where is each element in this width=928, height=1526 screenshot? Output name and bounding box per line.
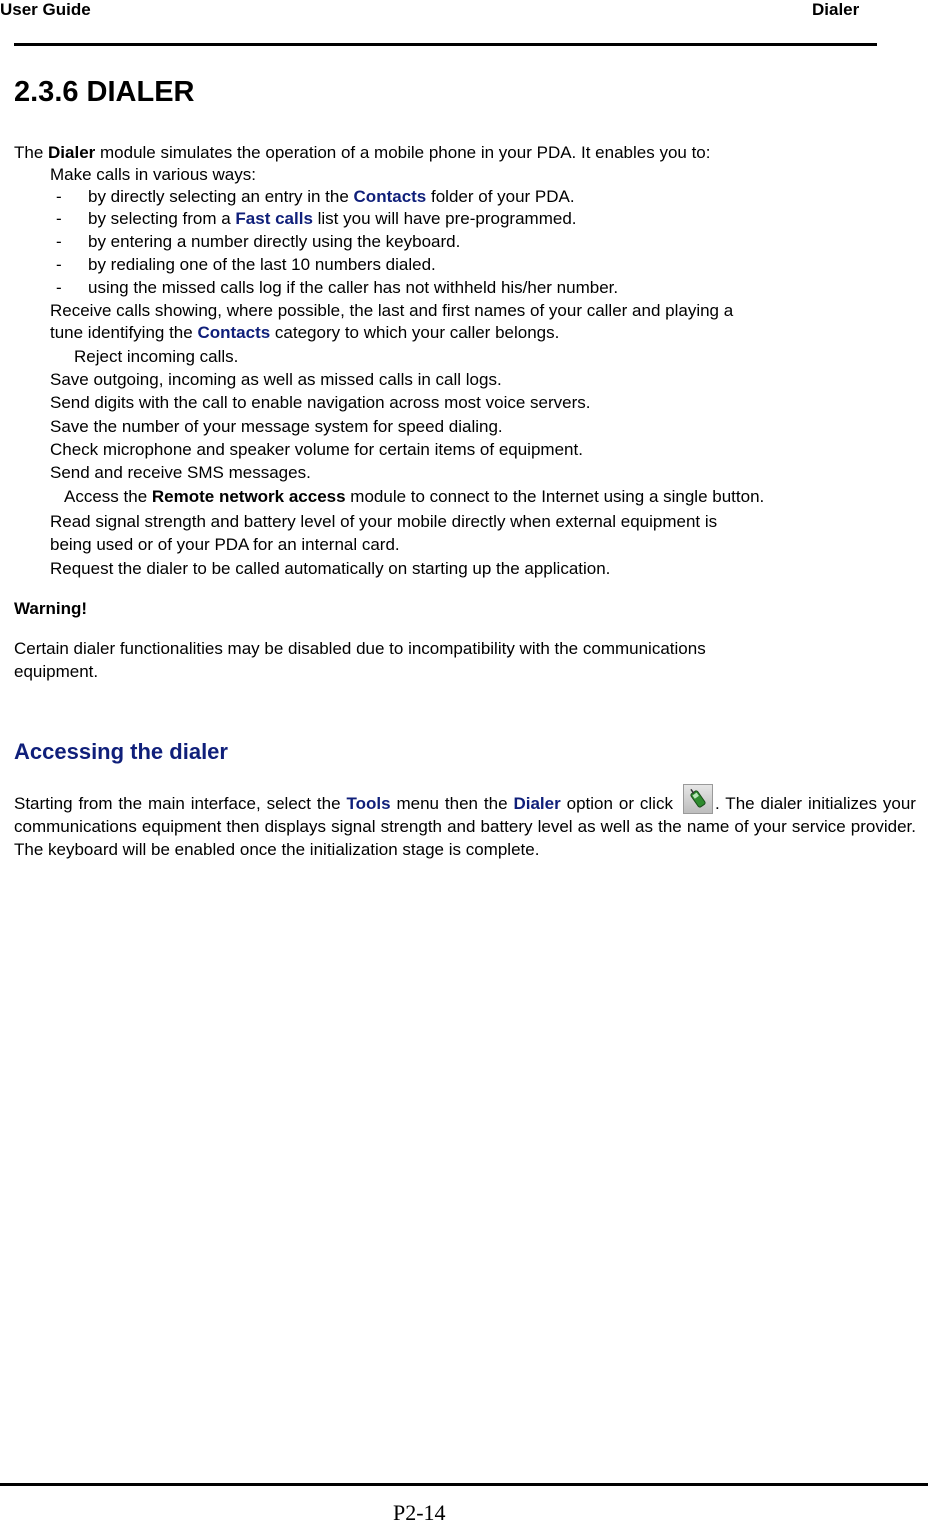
page-number: P2-14	[393, 1500, 446, 1525]
subitem-missed-calls: using the missed calls log if the caller has not withheld his/her number.	[88, 278, 619, 297]
dash-marker: -	[56, 278, 62, 297]
dialer-option-link[interactable]: Dialer	[513, 794, 561, 813]
warning-line2: equipment.	[14, 662, 99, 681]
dash-marker: -	[56, 187, 62, 206]
mobile-phone-icon-graphic	[684, 785, 712, 813]
mobile-phone-icon[interactable]	[683, 784, 713, 814]
accessing-mid: menu then the	[390, 794, 514, 813]
intro-pre: The	[14, 143, 49, 162]
bullet-request: Request the dialer to be called automatically on starting up the application.	[50, 559, 611, 578]
page-title: 2.3.6 DIALER	[14, 76, 195, 108]
subitem-contacts	[88, 187, 575, 207]
bullet-receive-line2	[50, 321, 559, 344]
receive-post: category to which your caller belongs.	[270, 323, 560, 342]
fast-calls-link[interactable]: Fast calls	[235, 209, 313, 228]
sub2-pre: by selecting from a	[88, 209, 236, 228]
dash-marker: -	[56, 232, 62, 251]
subitem-redial: by redialing one of the last 10 numbers dialed.	[88, 255, 436, 274]
bullet-access	[64, 485, 764, 508]
sub1-pre: by directly selecting an entry in the	[88, 187, 354, 206]
dash-marker: -	[56, 209, 62, 228]
bullet-sms: Send and receive SMS messages.	[50, 463, 311, 482]
access-pre: Access the	[64, 487, 152, 506]
accessing-post-click: option or click	[560, 794, 673, 813]
header-rule	[14, 43, 877, 46]
header-left: User Guide	[0, 0, 91, 19]
receive-pre: tune identifying the	[50, 323, 198, 342]
remote-network-access: Remote network access	[151, 487, 346, 506]
subitem-keyboard: by entering a number directly using the keyboard.	[88, 232, 461, 251]
sub1-post: folder of your PDA.	[426, 187, 575, 206]
accessing-rest: . The dialer initializes your communications equipment then displays signal strength and battery level as well as the name of your service provider. The keyboard will be enabled once the initialization stage is complete.	[14, 794, 916, 859]
header-right: Dialer	[812, 0, 860, 19]
accessing-paragraph	[14, 784, 916, 861]
contacts-link[interactable]: Contacts	[197, 323, 271, 342]
intro-post: module simulates the operation of a mobile phone in your PDA. It enables you to:	[95, 143, 711, 162]
bullet-save-number: Save the number of your message system for speed dialing.	[50, 417, 503, 436]
bullet-reject: Reject incoming calls.	[74, 347, 239, 366]
bullet-signal-line1: Read signal strength and battery level of your mobile directly when external equipment is	[50, 512, 718, 531]
sub2-post: list you will have pre-programmed.	[312, 209, 577, 228]
access-post: module to connect to the Internet using a single button.	[345, 487, 765, 506]
bullet-receive-line1: Receive calls showing, where possible, the last and first names of your caller and playing a	[50, 301, 734, 320]
bullet-make-calls: Make calls in various ways:	[50, 165, 256, 184]
tools-menu-link[interactable]: Tools	[346, 794, 391, 813]
intro-paragraph	[14, 141, 710, 164]
bullet-signal-line2: being used or of your PDA for an internal card.	[50, 535, 400, 554]
bullet-save-calls: Save outgoing, incoming as well as missed calls in call logs.	[50, 370, 502, 389]
bullet-send-digits: Send digits with the call to enable navigation across most voice servers.	[50, 393, 591, 412]
accessing-pre: Starting from the main interface, select the	[14, 794, 347, 813]
subitem-fast-calls	[88, 209, 577, 229]
footer-rule	[0, 1483, 928, 1486]
contacts-link[interactable]: Contacts	[353, 187, 427, 206]
dash-marker: -	[56, 255, 62, 274]
warning-line1: Certain dialer functionalities may be disabled due to incompatibility with the communications	[14, 639, 706, 658]
intro-bold: Dialer	[48, 143, 96, 162]
warning-title: Warning!	[14, 599, 88, 618]
section-heading: Accessing the dialer	[14, 739, 228, 764]
bullet-check-mic: Check microphone and speaker volume for certain items of equipment.	[50, 440, 583, 459]
